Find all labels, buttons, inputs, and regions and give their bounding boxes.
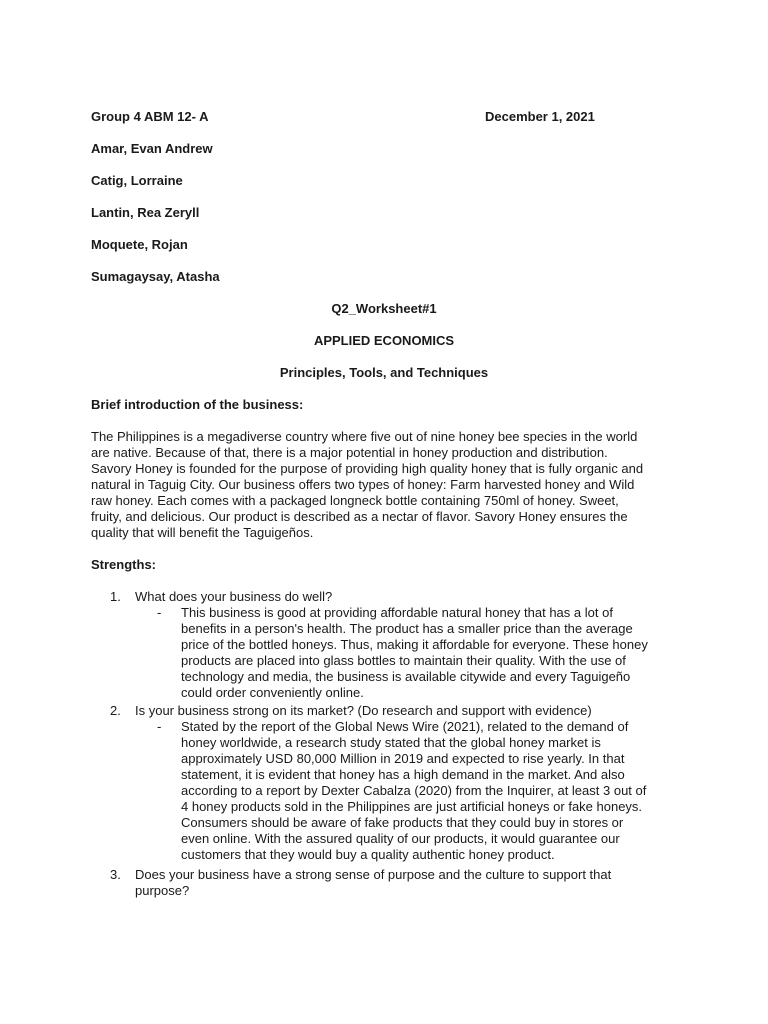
intro-paragraph: [91, 429, 691, 541]
worksheet-title: Q2_Worksheet#1: [331, 301, 437, 316]
question-text: Is your business strong on its market? (Do research and support with evidence): [135, 703, 592, 718]
answer-line: honey worldwide, a research study stated that the global honey market is: [181, 735, 601, 750]
strengths-heading: Strengths:: [91, 557, 156, 572]
answer-line: price of the bottled honeys. Thus, making it affordable for everyone. These honey: [181, 637, 648, 652]
member-name: Lantin, Rea Zeryll: [91, 205, 200, 220]
answer-line: 4 honey products sold in the Philippines are just artificial honeys or fake honeys.: [181, 799, 643, 814]
member-name: Catig, Lorraine: [91, 173, 183, 188]
member-name: Amar, Evan Andrew: [91, 141, 213, 156]
dash-bullet: -: [157, 719, 162, 734]
paragraph-line: are native. Because of that, there is a major potential in honey production and distribution.: [91, 445, 608, 460]
answer-line: customers that they would buy a quality authentic honey product.: [181, 847, 555, 862]
paragraph-line: The Philippines is a megadiverse country where five out of nine honey bee species in the world: [91, 429, 638, 444]
answer-line: Consumers should be aware of fake products that they could buy in stores or: [181, 815, 624, 830]
topic-title: Principles, Tools, and Techniques: [279, 365, 489, 380]
question-text: What does your business do well?: [135, 589, 333, 604]
answer-line: This business is good at providing affordable natural honey that has a lot of: [181, 605, 613, 620]
answer-line: benefits in a person's health. The product has a smaller price than the average: [181, 621, 633, 636]
subject-title: APPLIED ECONOMICS: [313, 333, 455, 348]
paragraph-line: natural in Taguig City. Our business offers two types of honey: Farm harvested honey and Wild: [91, 477, 635, 492]
member-name: Moquete, Rojan: [91, 237, 188, 252]
paragraph-line: Savory Honey is founded for the purpose of providing high quality honey that is fully organic and: [91, 461, 644, 476]
question-line: purpose?: [135, 883, 190, 898]
answer-line: even online. With the assured quality of our products, it would guarantee our: [181, 831, 620, 846]
answer-block: [181, 719, 701, 863]
document-date: December 1, 2021: [485, 109, 595, 124]
answer-line: technology and media, the business is available citywide and every Taguigeño: [181, 669, 631, 684]
member-name: Sumagaysay, Atasha: [91, 269, 220, 284]
paragraph-line: fruity, and delicious. Our product is described as a nectar of flavor. Savory Honey ensures the: [91, 509, 628, 524]
answer-block: [181, 605, 701, 701]
intro-heading: Brief introduction of the business:: [91, 397, 304, 412]
list-number: 1.: [110, 589, 121, 604]
answer-line: could order conveniently online.: [181, 685, 364, 700]
answer-line: statement, it is evident that honey has a high demand in the market. And also: [181, 767, 625, 782]
question-line: Does your business have a strong sense of purpose and the culture to support that: [135, 867, 612, 882]
list-number: 3.: [110, 867, 121, 882]
answer-line: products are placed into glass bottles to maintain their quality. With the use of: [181, 653, 626, 668]
question-text: [135, 867, 611, 899]
paragraph-line: quality that will benefit the Taguigeños.: [91, 525, 314, 540]
answer-line: Stated by the report of the Global News Wire (2021), related to the demand of: [181, 719, 629, 734]
answer-line: approximately USD 80,000 Million in 2019 and expected to rise yearly. In that: [181, 751, 625, 766]
list-number: 2.: [110, 703, 121, 718]
dash-bullet: -: [157, 605, 162, 620]
paragraph-line: raw honey. Each comes with a packaged longneck bottle containing 750ml of honey. Sweet,: [91, 493, 619, 508]
answer-line: according to a report by Dexter Cabalza (2020) from the Inquirer, at least 3 out of: [181, 783, 647, 798]
group-label: Group 4 ABM 12- A: [91, 109, 209, 124]
